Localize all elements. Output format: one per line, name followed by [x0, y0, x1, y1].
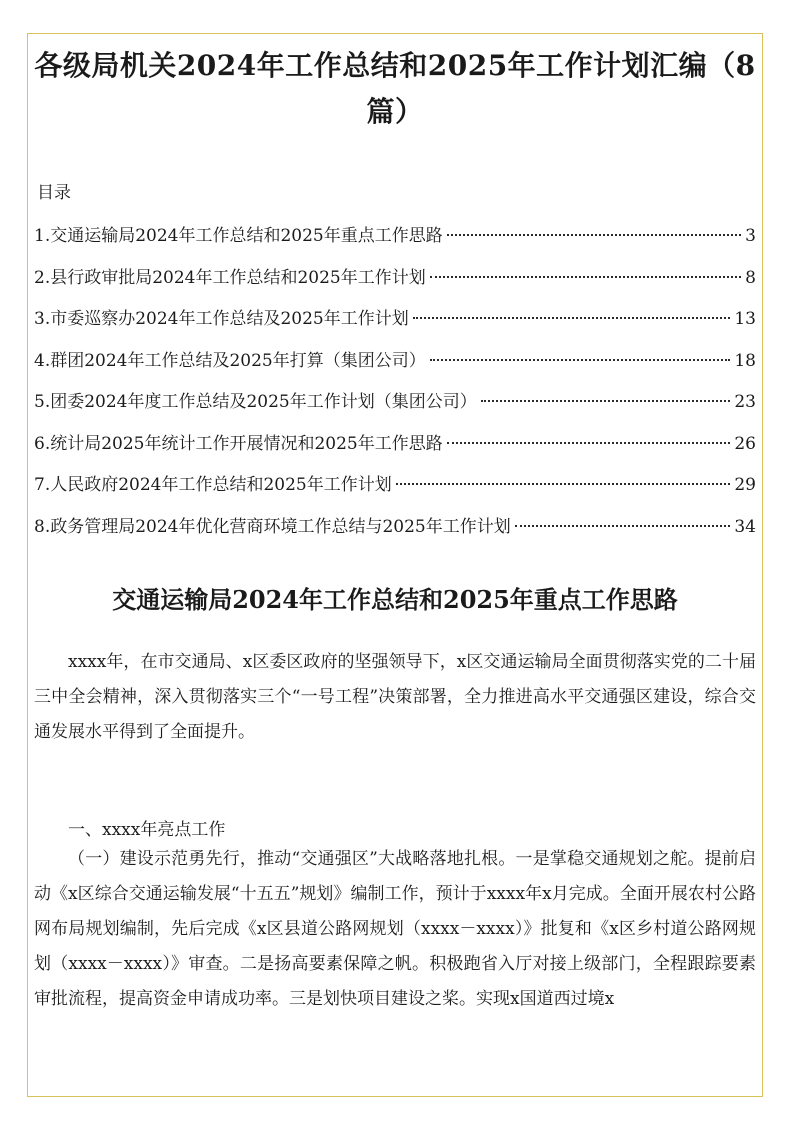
toc-page-number: 18: [734, 350, 756, 371]
toc-entry[interactable]: [34, 390, 756, 432]
toc-entry-title: 8.政务管理局2024年优化营商环境工作总结与2025年工作计划: [34, 516, 511, 537]
toc-page-number: 29: [734, 475, 756, 495]
toc-entry[interactable]: [34, 224, 756, 266]
intro-paragraph: xxxx年，在市交通局、x区委区政府的坚强领导下，x区交通运输局全面贯彻落实党的二十届三中全会精神，深入贯彻落实三个“一号工程”决策部署，全力推进高水平交通强区建设，综合交通发展水平得到了全面提升。: [34, 652, 756, 742]
toc-leader-dots: [447, 234, 741, 236]
heading-level-1: 一、xxxx年亮点工作: [68, 820, 226, 840]
toc-entry-title: 4.群团2024年工作总结及2025年打算（集团公司）: [34, 350, 426, 371]
toc-leader-dots: [413, 317, 731, 319]
toc-leader-dots: [447, 442, 731, 444]
toc-entry-title: 1.交通运输局2024年工作总结和2025年重点工作思路: [34, 226, 443, 246]
toc-page-number: 3: [745, 226, 756, 246]
toc-entry[interactable]: [34, 266, 756, 308]
table-of-contents: [34, 224, 756, 556]
toc-page-number: 13: [734, 309, 756, 329]
toc-heading: 目录: [37, 183, 71, 203]
toc-entry-title: 5.团委2024年度工作总结及2025年工作计划（集团公司）: [34, 392, 477, 412]
toc-entry-title: 3.市委巡察办2024年工作总结及2025年工作计划: [34, 309, 409, 329]
toc-leader-dots: [515, 525, 731, 527]
toc-page-number: 34: [734, 516, 756, 537]
toc-entry-title: 7.人民政府2024年工作总结和2025年工作计划: [34, 475, 392, 495]
toc-page-number: 26: [734, 433, 756, 454]
toc-entry[interactable]: [34, 515, 756, 557]
toc-entry[interactable]: [34, 349, 756, 391]
toc-entry-title: 2.县行政审批局2024年工作总结和2025年工作计划: [34, 267, 426, 288]
body-paragraph: （一）建设示范勇先行，推动“交通强区”大战略落地扎根。一是掌稳交通规划之舵。提前启动《x区综合交通运输发展“十五五”规划》编制工作，预计于xxxx年x月完成。全面开展农村公路网布局规划编制，先后完成《x区县道公路网规划（xxxx－xxxx）》批复和《x区乡村道公路网规划（xxxx－xxxx）》审查。二是扬高要素保障之帆。积极跑省入厅对接上级部门，全程跟踪要素审批流程，提高资金申请成功率。三是划快项目建设之桨。实现x国道西过境x: [34, 849, 756, 1009]
toc-leader-dots: [430, 359, 731, 361]
section-title: 交通运输局2024年工作总结和2025年重点工作思路: [112, 585, 678, 614]
document-page: [27, 33, 763, 1097]
toc-page-number: 23: [734, 392, 756, 412]
toc-entry-title: 6.统计局2025年统计工作开展情况和2025年工作思路: [34, 433, 443, 454]
toc-leader-dots: [481, 400, 731, 402]
toc-leader-dots: [396, 483, 731, 485]
toc-entry[interactable]: [34, 307, 756, 349]
toc-entry[interactable]: [34, 473, 756, 515]
document-title: 各级局机关2024年工作总结和2025年工作计划汇编（8篇）: [34, 49, 756, 128]
toc-entry[interactable]: [34, 432, 756, 474]
toc-page-number: 8: [745, 267, 756, 288]
toc-leader-dots: [430, 276, 741, 278]
